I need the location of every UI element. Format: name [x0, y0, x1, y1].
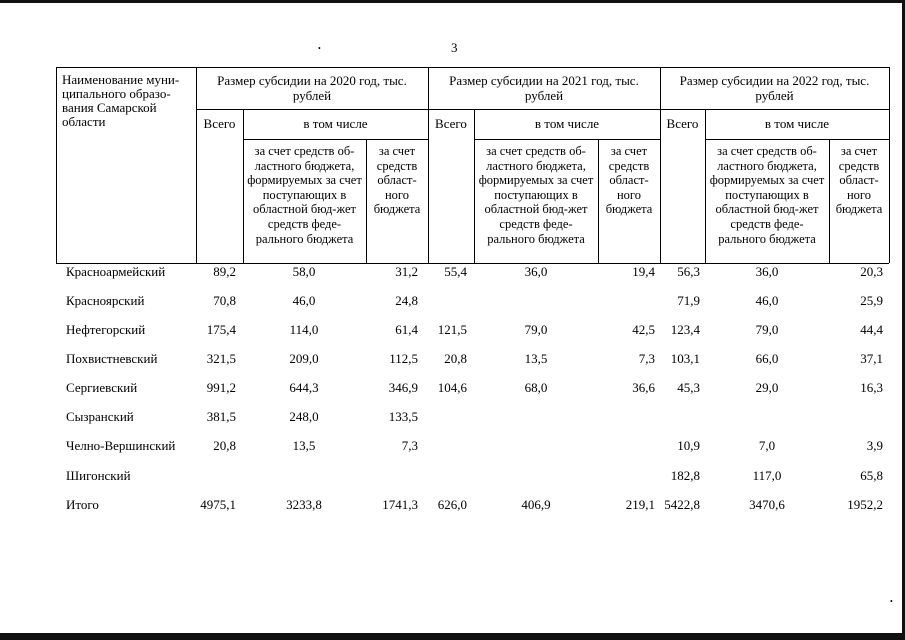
- column-header-total: Всего: [666, 116, 699, 131]
- row-value: 25,9: [860, 293, 883, 308]
- row-value: 209,0: [289, 351, 319, 366]
- row-value: 55,4: [444, 264, 467, 279]
- row-value: 16,3: [860, 380, 883, 395]
- row-name: Сызранский: [66, 409, 134, 424]
- column-header-regional: за счет средств област-ного бюджета: [835, 144, 883, 217]
- row-value: 321,5: [206, 351, 236, 366]
- table-rule: [196, 67, 197, 263]
- column-header-regional: за счет средств област-ного бюджета: [605, 144, 653, 217]
- row-value: 406,9: [521, 497, 551, 512]
- row-name: Нефтегорский: [66, 322, 146, 337]
- column-header-including: в том числе: [534, 116, 600, 131]
- row-value: 346,9: [388, 380, 418, 395]
- page-number: 3: [451, 40, 458, 55]
- row-value: 66,0: [755, 351, 779, 366]
- row-value: 103,1: [670, 351, 700, 366]
- year-header: Размер субсидии на 2022 год, тыс. рублей: [679, 73, 870, 103]
- row-value: 121,5: [437, 322, 467, 337]
- row-value: 123,4: [670, 322, 700, 337]
- scan-border-bottom: [0, 633, 905, 640]
- row-name: Красноярский: [66, 293, 145, 308]
- row-name: Сергиевский: [66, 380, 138, 395]
- row-value: 46,0: [292, 293, 316, 308]
- table-rule: [56, 67, 57, 263]
- table-rule: [243, 109, 244, 263]
- row-value: 36,0: [755, 264, 779, 279]
- scan-speck: •: [318, 44, 321, 53]
- row-value: 79,0: [755, 322, 779, 337]
- row-value: 991,2: [206, 380, 236, 395]
- year-header: Размер субсидии на 2021 год, тыс. рублей: [449, 73, 639, 103]
- row-value: 24,8: [395, 293, 418, 308]
- row-value: 61,4: [395, 322, 418, 337]
- row-value: 70,8: [213, 293, 236, 308]
- row-value: 7,0: [758, 438, 776, 453]
- row-value: 20,3: [860, 264, 883, 279]
- row-value: 68,0: [524, 380, 548, 395]
- row-value: 182,8: [670, 468, 700, 483]
- table-rule: [428, 109, 660, 110]
- row-value: 46,0: [755, 293, 779, 308]
- row-value: 1952,2: [847, 497, 883, 512]
- row-value: 36,6: [632, 380, 655, 395]
- scan-border-top: [0, 0, 905, 3]
- row-value: 644,3: [289, 380, 319, 395]
- row-value: 3470,6: [749, 497, 785, 512]
- table-rule: [56, 67, 889, 68]
- table-rule: [428, 67, 429, 263]
- row-value: 7,3: [401, 438, 418, 453]
- row-value: 19,4: [632, 264, 655, 279]
- table-rule: [196, 109, 428, 110]
- row-name: Похвистневский: [66, 351, 158, 366]
- row-value: 219,1: [625, 497, 655, 512]
- table-rule: [243, 139, 428, 140]
- column-header-total: Всего: [203, 116, 236, 131]
- row-value: 56,3: [677, 264, 700, 279]
- column-header-federal: за счет средств об-ластного бюджета, формируемых за счет поступающих в областной бюд-жет средств феде-рального бюджета: [709, 144, 825, 246]
- row-value: 89,2: [213, 264, 236, 279]
- table-rule: [705, 109, 706, 263]
- row-value: 31,2: [395, 264, 418, 279]
- row-value: 44,4: [860, 322, 883, 337]
- row-value: 79,0: [524, 322, 548, 337]
- table-rule: [889, 67, 890, 263]
- row-value: 3,9: [866, 438, 883, 453]
- row-value: 20,8: [444, 351, 467, 366]
- row-value: 3233,8: [286, 497, 322, 512]
- row-value: 42,5: [632, 322, 655, 337]
- row-name: Шигонский: [66, 468, 131, 483]
- column-header-including: в том числе: [303, 116, 368, 131]
- row-value: 13,5: [524, 351, 548, 366]
- row-name: Красноармейский: [66, 264, 166, 279]
- row-value: 626,0: [437, 497, 467, 512]
- row-value: 20,8: [213, 438, 236, 453]
- row-value: 133,5: [388, 409, 418, 424]
- row-value: 13,5: [292, 438, 316, 453]
- row-value: 45,3: [677, 380, 700, 395]
- row-value: 29,0: [755, 380, 779, 395]
- row-value: 1741,3: [382, 497, 418, 512]
- table-rule: [660, 109, 889, 110]
- row-name: Итого: [66, 497, 99, 512]
- row-value: 10,9: [677, 438, 700, 453]
- column-header-name: Наименование муни-ципального образо-вания Самарской области: [62, 72, 180, 129]
- row-value: 36,0: [524, 264, 548, 279]
- column-header-federal: за счет средств об-ластного бюджета, формируемых за счет поступающих в областной бюд-жет средств феде-рального бюджета: [247, 144, 362, 246]
- row-value: 112,5: [389, 351, 418, 366]
- table-rule: [660, 67, 661, 263]
- row-value: 7,3: [638, 351, 655, 366]
- column-header-including: в том числе: [764, 116, 830, 131]
- row-value: 65,8: [860, 468, 883, 483]
- row-name: Челно-Вершинский: [66, 438, 176, 453]
- row-value: 71,9: [677, 293, 700, 308]
- column-header-total: Всего: [435, 116, 467, 131]
- row-value: 381,5: [206, 409, 236, 424]
- row-value: 117,0: [752, 468, 782, 483]
- row-value: 4975,1: [200, 497, 236, 512]
- scan-speck: •: [890, 597, 893, 606]
- table-rule: [474, 139, 660, 140]
- row-value: 58,0: [292, 264, 316, 279]
- column-header-federal: за счет средств об-ластного бюджета, формируемых за счет поступающих в областной бюд-жет средств феде-рального бюджета: [478, 144, 594, 246]
- table-rule: [705, 139, 889, 140]
- year-header: Размер субсидии на 2020 год, тыс. рублей: [217, 73, 407, 103]
- row-value: 114,0: [289, 322, 319, 337]
- row-value: 175,4: [206, 322, 236, 337]
- row-value: 37,1: [860, 351, 883, 366]
- row-value: 104,6: [437, 380, 467, 395]
- row-value: 248,0: [289, 409, 319, 424]
- table-rule: [474, 109, 475, 263]
- column-header-regional: за счет средств област-ного бюджета: [373, 144, 421, 217]
- row-value: 5422,8: [664, 497, 700, 512]
